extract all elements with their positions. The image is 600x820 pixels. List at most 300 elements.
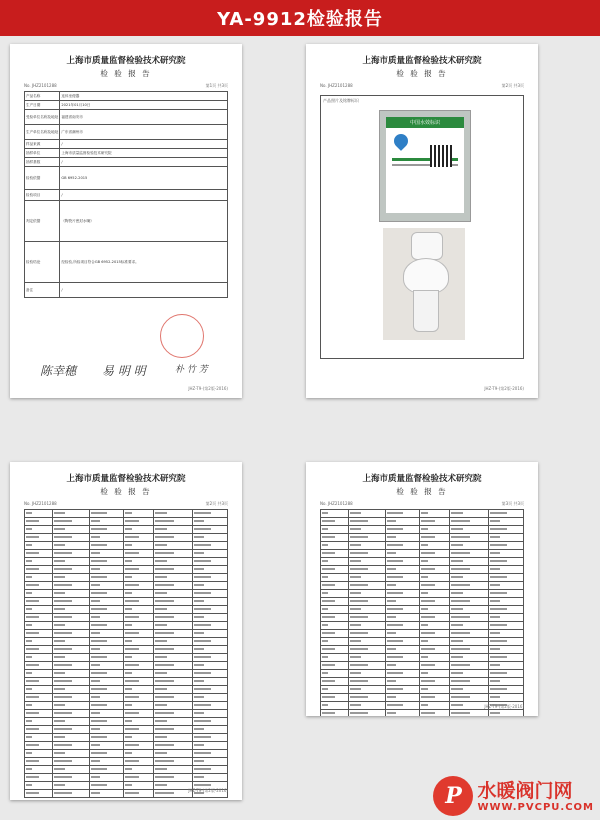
watermark-cn: 水暖阀门网: [477, 779, 573, 802]
text-line: [54, 776, 72, 778]
text-line: [155, 600, 174, 602]
text-line: [54, 664, 72, 666]
text-line: [350, 688, 361, 690]
table-cell: [192, 718, 227, 726]
water-label-photo: [379, 110, 471, 222]
text-line: [194, 528, 211, 530]
text-line: [387, 536, 396, 538]
text-line: [490, 632, 500, 634]
table-cell: [153, 534, 192, 542]
table-cell: [349, 630, 386, 638]
text-line: [91, 704, 107, 706]
text-line: [194, 640, 211, 642]
text-line: [125, 680, 139, 682]
text-line: [91, 792, 100, 794]
table-cell: [25, 750, 53, 758]
table-cell: [25, 702, 53, 710]
table-cell: [123, 646, 153, 654]
table-row: [25, 140, 228, 149]
text-line: [194, 784, 211, 786]
text-line: [322, 656, 328, 658]
text-line: [451, 608, 463, 610]
text-line: [490, 664, 500, 666]
text-line: [125, 584, 139, 586]
table-cell: [53, 526, 90, 534]
table-cell: [25, 742, 53, 750]
table-cell: [488, 710, 523, 717]
table-cell: [386, 670, 420, 678]
table-cell: [386, 686, 420, 694]
table-cell: [123, 630, 153, 638]
text-line: [125, 592, 132, 594]
table-cell: [488, 550, 523, 558]
text-line: [125, 656, 132, 658]
table-cell: [53, 686, 90, 694]
table-cell: [123, 694, 153, 702]
report-org: 上海市质量监督检验技术研究院: [66, 56, 186, 66]
table-cell: [349, 598, 386, 606]
text-line: [194, 536, 204, 538]
table-cell: [53, 590, 90, 598]
text-line: [91, 568, 100, 570]
table-cell: [90, 782, 124, 790]
table-cell: [488, 606, 523, 614]
text-line: [155, 728, 174, 730]
text-line: [26, 792, 39, 794]
text-line: [26, 784, 32, 786]
text-line: [125, 568, 139, 570]
row-value: 《陶瓷片密封水嘴》: [60, 201, 228, 242]
table-row: [321, 510, 524, 518]
table-cell: [449, 670, 488, 678]
table-cell: [349, 702, 386, 710]
table-cell: [449, 654, 488, 662]
table-cell: [90, 558, 124, 566]
table-cell: [449, 574, 488, 582]
text-line: [125, 688, 132, 690]
text-line: [155, 648, 174, 650]
table-cell: [25, 758, 53, 766]
table-cell: [90, 550, 124, 558]
text-line: [125, 512, 132, 514]
signature-3: 朴 竹 芳: [175, 365, 208, 375]
page-number: 第3页 共3页: [501, 501, 524, 506]
table-row: [321, 646, 524, 654]
text-line: [91, 528, 107, 530]
table-cell: [153, 518, 192, 526]
table-cell: [53, 606, 90, 614]
table-cell: [349, 638, 386, 646]
text-line: [421, 664, 435, 666]
table-cell: [321, 694, 349, 702]
table-row: [25, 158, 228, 167]
text-line: [194, 704, 211, 706]
row-label: 抽样基数: [25, 158, 60, 167]
text-line: [26, 632, 39, 634]
text-line: [451, 648, 470, 650]
table-cell: [123, 574, 153, 582]
table-cell: [153, 670, 192, 678]
table-cell: [53, 790, 90, 798]
text-line: [387, 680, 396, 682]
table-cell: [153, 606, 192, 614]
label-title: 中国水效标识: [386, 117, 464, 128]
text-line: [451, 632, 470, 634]
table-cell: [90, 710, 124, 718]
text-line: [155, 760, 174, 762]
table-cell: [123, 790, 153, 798]
table-cell: [192, 646, 227, 654]
table-cell: [153, 614, 192, 622]
text-line: [26, 752, 32, 754]
text-line: [350, 664, 368, 666]
table-cell: [25, 694, 53, 702]
table-cell: [53, 766, 90, 774]
table-cell: [25, 638, 53, 646]
table-cell: [123, 518, 153, 526]
table-cell: [386, 590, 420, 598]
table-cell: [488, 582, 523, 590]
table-cell: [25, 574, 53, 582]
table-cell: [192, 654, 227, 662]
table-cell: [123, 606, 153, 614]
table-cell: [153, 790, 192, 798]
table-cell: [488, 630, 523, 638]
table-cell: [123, 726, 153, 734]
text-line: [350, 648, 368, 650]
text-line: [194, 752, 211, 754]
table-cell: [153, 686, 192, 694]
text-line: [26, 536, 39, 538]
text-line: [322, 680, 335, 682]
text-line: [54, 768, 65, 770]
table-cell: [25, 614, 53, 622]
table-cell: [488, 678, 523, 686]
text-line: [54, 552, 72, 554]
table-row: [25, 598, 228, 606]
table-cell: [53, 742, 90, 750]
table-cell: [123, 526, 153, 534]
signature-2: 易 明 明: [102, 364, 146, 378]
table-row: [25, 590, 228, 598]
text-line: [91, 624, 107, 626]
text-line: [194, 688, 211, 690]
table-cell: [123, 534, 153, 542]
table-cell: [349, 670, 386, 678]
table-cell: [449, 518, 488, 526]
table-cell: [90, 614, 124, 622]
table-cell: [449, 678, 488, 686]
text-line: [125, 552, 139, 554]
table-cell: [349, 558, 386, 566]
table-cell: [90, 750, 124, 758]
text-line: [387, 696, 396, 698]
row-value: 经检验,所检项目符合GB 6952-2015标准要求。: [60, 242, 228, 283]
table-cell: [349, 526, 386, 534]
table-row: [25, 750, 228, 758]
table-cell: [449, 550, 488, 558]
table-cell: [25, 774, 53, 782]
text-line: [125, 624, 132, 626]
text-line: [387, 584, 396, 586]
text-line: [91, 656, 107, 658]
text-line: [194, 568, 204, 570]
table-cell: [321, 678, 349, 686]
text-line: [155, 664, 174, 666]
text-line: [155, 640, 167, 642]
table-cell: [25, 734, 53, 742]
text-line: [421, 544, 428, 546]
report-subtitle: 检 验 报 告: [396, 69, 448, 78]
text-line: [155, 592, 167, 594]
text-line: [490, 608, 507, 610]
table-cell: [321, 622, 349, 630]
table-cell: [349, 686, 386, 694]
text-line: [490, 712, 500, 714]
text-line: [387, 664, 396, 666]
table-cell: [25, 542, 53, 550]
table-cell: [386, 526, 420, 534]
text-line: [26, 664, 39, 666]
report-org: 上海市质量监督检验技术研究院: [66, 474, 186, 484]
text-line: [387, 600, 396, 602]
text-line: [387, 672, 403, 674]
table-cell: [153, 694, 192, 702]
table-row: [25, 742, 228, 750]
text-line: [91, 664, 100, 666]
table-cell: [192, 606, 227, 614]
text-line: [451, 688, 463, 690]
text-line: [387, 544, 403, 546]
table-cell: [488, 598, 523, 606]
text-line: [490, 552, 500, 554]
table-cell: [53, 550, 90, 558]
text-line: [26, 736, 32, 738]
table-cell: [349, 662, 386, 670]
table-cell: [488, 662, 523, 670]
table-cell: [192, 566, 227, 574]
table-cell: [321, 550, 349, 558]
row-label: 产品名称: [25, 92, 60, 101]
table-cell: [53, 598, 90, 606]
text-line: [125, 536, 139, 538]
table-cell: [90, 598, 124, 606]
report-table: [24, 91, 228, 298]
table-cell: [192, 526, 227, 534]
text-line: [350, 624, 361, 626]
text-line: [194, 544, 211, 546]
table-cell: [192, 694, 227, 702]
text-line: [155, 568, 174, 570]
table-cell: [53, 678, 90, 686]
table-cell: [192, 518, 227, 526]
table-cell: [419, 646, 449, 654]
table-cell: [349, 614, 386, 622]
table-row: [321, 654, 524, 662]
table-cell: [192, 550, 227, 558]
table-cell: [123, 678, 153, 686]
table-cell: [123, 598, 153, 606]
text-line: [387, 552, 396, 554]
text-line: [155, 696, 174, 698]
table-row: [25, 149, 228, 158]
table-cell: [192, 582, 227, 590]
table-cell: [53, 750, 90, 758]
table-cell: [349, 654, 386, 662]
table-row: [321, 686, 524, 694]
text-line: [322, 616, 335, 618]
table-cell: [488, 670, 523, 678]
table-cell: [419, 710, 449, 717]
table-cell: [53, 726, 90, 734]
text-line: [91, 600, 100, 602]
table-cell: [386, 510, 420, 518]
table-cell: [90, 654, 124, 662]
table-cell: [192, 710, 227, 718]
row-value: 上海市质量监督检验技术研究院: [60, 149, 228, 158]
table-cell: [90, 718, 124, 726]
table-row: [25, 758, 228, 766]
table-cell: [53, 566, 90, 574]
table-cell: [488, 510, 523, 518]
text-line: [451, 536, 470, 538]
table-cell: [25, 518, 53, 526]
text-line: [322, 560, 328, 562]
text-line: [26, 768, 32, 770]
text-line: [125, 768, 132, 770]
text-line: [387, 528, 403, 530]
table-row: [321, 606, 524, 614]
text-line: [54, 728, 72, 730]
text-line: [91, 512, 107, 514]
text-line: [322, 704, 328, 706]
text-line: [91, 520, 100, 522]
table-cell: [25, 566, 53, 574]
table-cell: [192, 630, 227, 638]
table-cell: [386, 566, 420, 574]
table-cell: [192, 614, 227, 622]
text-line: [155, 552, 174, 554]
table-cell: [53, 614, 90, 622]
table-cell: [53, 734, 90, 742]
table-cell: [25, 670, 53, 678]
text-line: [54, 704, 65, 706]
table-cell: [25, 654, 53, 662]
text-line: [194, 768, 211, 770]
text-line: [421, 560, 428, 562]
text-line: [26, 528, 32, 530]
table-cell: [25, 686, 53, 694]
table-cell: [488, 614, 523, 622]
text-line: [421, 536, 435, 538]
table-cell: [321, 534, 349, 542]
row-label: 样品来源: [25, 140, 60, 149]
text-line: [155, 544, 167, 546]
text-line: [322, 568, 335, 570]
row-value: GB 6952-2015: [60, 167, 228, 190]
text-line: [91, 688, 107, 690]
report-page-3: [10, 462, 242, 800]
table-cell: [386, 678, 420, 686]
page-number: 第2页 共3页: [501, 83, 524, 88]
table-row: [25, 125, 228, 140]
table-cell: [321, 598, 349, 606]
text-line: [91, 680, 100, 682]
table-cell: [419, 654, 449, 662]
row-label: 受检单位名称及地址: [25, 110, 60, 125]
table-cell: [123, 638, 153, 646]
table-row: [321, 526, 524, 534]
table-cell: [153, 574, 192, 582]
table-cell: [25, 646, 53, 654]
row-label: 生产单位名称及地址: [25, 125, 60, 140]
text-line: [194, 744, 204, 746]
text-line: [125, 720, 132, 722]
table-cell: [153, 550, 192, 558]
table-cell: [53, 518, 90, 526]
table-cell: [53, 542, 90, 550]
row-value: /: [60, 283, 228, 298]
text-line: [26, 568, 39, 570]
table-row: [321, 590, 524, 598]
table-row: [25, 92, 228, 101]
text-line: [350, 704, 361, 706]
text-line: [350, 576, 361, 578]
table-cell: [192, 766, 227, 774]
table-cell: [488, 542, 523, 550]
table-cell: [386, 710, 420, 717]
table-cell: [386, 574, 420, 582]
table-cell: [449, 638, 488, 646]
table-cell: [90, 646, 124, 654]
table-cell: [25, 710, 53, 718]
toilet-photo: [383, 228, 465, 340]
text-line: [451, 624, 463, 626]
text-line: [54, 760, 72, 762]
table-cell: [90, 566, 124, 574]
text-line: [125, 520, 139, 522]
report-org: 上海市质量监督检验技术研究院: [362, 56, 482, 66]
text-line: [155, 616, 174, 618]
text-line: [125, 528, 132, 530]
text-line: [387, 616, 396, 618]
text-line: [194, 648, 204, 650]
text-line: [350, 672, 361, 674]
text-line: [421, 640, 428, 642]
text-line: [91, 536, 100, 538]
table-cell: [321, 590, 349, 598]
table-cell: [90, 726, 124, 734]
text-line: [387, 576, 403, 578]
text-line: [194, 632, 204, 634]
page-title: YA-9912检验报告: [217, 9, 383, 30]
text-line: [421, 600, 435, 602]
table-row: [321, 662, 524, 670]
text-line: [421, 520, 435, 522]
text-line: [451, 680, 470, 682]
text-line: [26, 760, 39, 762]
table-cell: [90, 702, 124, 710]
text-line: [125, 544, 132, 546]
table-cell: [123, 686, 153, 694]
text-line: [451, 584, 470, 586]
text-line: [155, 736, 167, 738]
table-cell: [90, 734, 124, 742]
text-line: [322, 584, 335, 586]
table-cell: [53, 574, 90, 582]
text-line: [54, 600, 72, 602]
table-cell: [153, 734, 192, 742]
